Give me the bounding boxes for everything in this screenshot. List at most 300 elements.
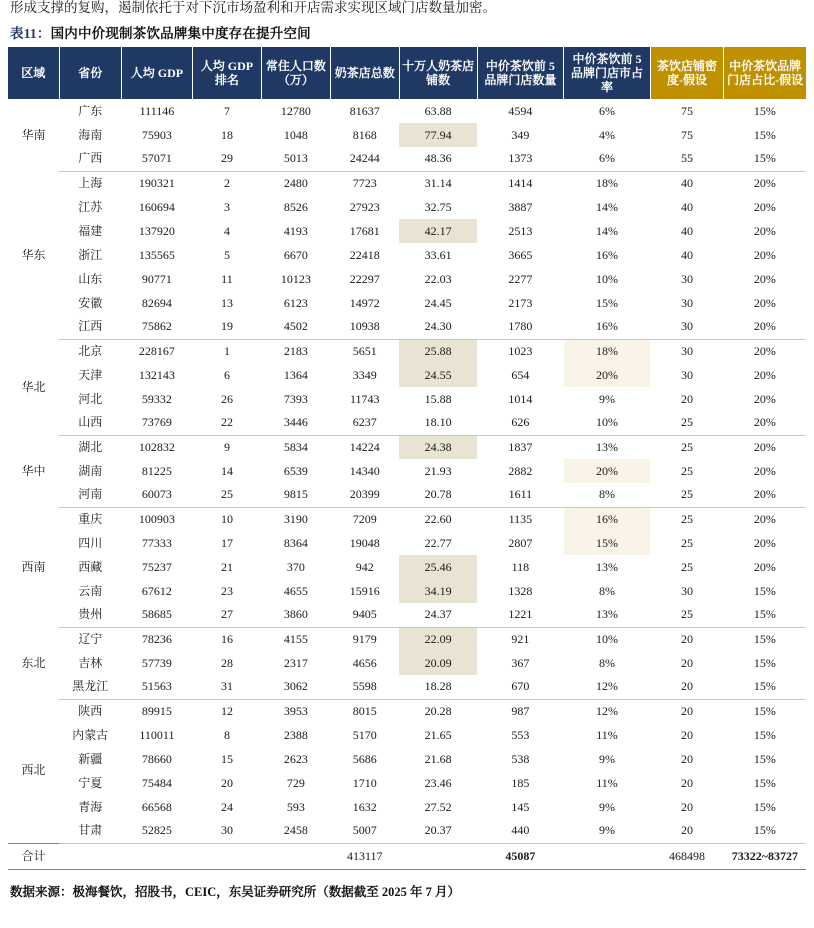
cell-top5-shops: 1328: [508, 583, 533, 598]
cell-assumed-density: 75: [681, 103, 694, 118]
table-row: [8, 195, 806, 219]
cell-population: 2317: [283, 655, 308, 670]
cell-province: 黑龙江: [59, 675, 121, 699]
cell-gdp-per-capita: 78660: [141, 751, 172, 766]
cell-gdp-per-capita: 75237: [141, 559, 172, 574]
cell-top5-share: 15%: [596, 295, 619, 310]
cell-gdp-per-capita: 75862: [121, 315, 192, 339]
cell-top5-share: 8%: [599, 655, 616, 670]
cell-province: 陕西: [78, 703, 103, 718]
cell-population: 6123: [283, 295, 308, 310]
cell-top5-shops: 670: [477, 675, 564, 699]
table-row: [8, 651, 806, 675]
cell-population: 729: [286, 775, 305, 790]
cell-assumed-density: 25: [681, 463, 694, 478]
cell-gdp-rank: 7: [223, 103, 230, 118]
cell-total-province: [59, 843, 121, 869]
table-body: [8, 99, 806, 869]
cell-population: 370: [286, 559, 305, 574]
cell-assumed-density: 30: [681, 295, 694, 310]
cell-top5-share: 10%: [564, 411, 651, 435]
cell-assumed-share: 20%: [724, 483, 806, 507]
cell-top5-shops: 3887: [508, 199, 533, 214]
cell-assumed-density: 25: [650, 483, 723, 507]
col-header-population: 常住人口数（万）: [261, 47, 330, 99]
table-total-row: [8, 843, 806, 869]
col-header-region: 区域: [8, 47, 59, 99]
cell-province: 广东: [78, 103, 103, 118]
cell-top5-shops: 987: [511, 703, 530, 718]
cell-gdp-rank: 21: [220, 559, 233, 574]
cell-assumed-density: 20: [681, 703, 694, 718]
cell-shops-per-100k: 22.03: [424, 271, 452, 286]
cell-gdp-per-capita: 73769: [121, 411, 192, 435]
cell-assumed-density: 20: [681, 751, 694, 766]
cell-assumed-share: 15%: [753, 703, 776, 718]
cell-top5-share: 9%: [599, 391, 616, 406]
cell-assumed-share: 20%: [724, 411, 806, 435]
cell-assumed-share: 20%: [753, 367, 776, 382]
cell-top5-shops: 2882: [508, 463, 533, 478]
cell-milktea-shops: 5170: [352, 727, 377, 742]
cell-shops-per-100k: 48.36: [399, 147, 477, 171]
cell-assumed-density: 20: [681, 799, 694, 814]
cell-region: 华东: [21, 247, 46, 262]
cell-province: 河北: [78, 391, 103, 406]
cell-gdp-per-capita: 102832: [138, 439, 175, 454]
cell-top5-share: 9%: [599, 799, 616, 814]
cell-region: 西北: [21, 763, 46, 778]
cell-assumed-density: 25: [681, 535, 694, 550]
cell-region: 东北: [21, 655, 46, 670]
cell-shops-per-100k: 34.19: [399, 579, 477, 603]
cell-shops-per-100k: 24.55: [399, 363, 477, 387]
col-header-top5-shops: 中价茶饮前 5 品牌门店数量: [477, 47, 564, 99]
caption-number: 表11：: [10, 26, 51, 41]
cell-top5-shops: 2277: [508, 271, 533, 286]
col-header-province: 省份: [59, 47, 121, 99]
cell-gdp-per-capita: 58685: [121, 603, 192, 627]
cell-top5-share: 9%: [564, 819, 651, 843]
cell-milktea-shops: 942: [355, 559, 374, 574]
cell-milktea-shops: 20399: [330, 483, 399, 507]
cell-shops-per-100k: 77.94: [399, 123, 477, 147]
cell-population: 8364: [283, 535, 308, 550]
table-row: [8, 675, 806, 699]
cell-province: 新疆: [78, 751, 103, 766]
cell-milktea-shops: 7723: [352, 175, 377, 190]
cell-gdp-rank: 15: [220, 751, 233, 766]
table-row: [8, 387, 806, 411]
cell-milktea-shops: 9405: [330, 603, 399, 627]
cell-top5-shops: 1221: [477, 603, 564, 627]
cell-gdp-rank: 2: [223, 175, 230, 190]
cell-assumed-density: 20: [681, 655, 694, 670]
cell-top5-share: 12%: [564, 675, 651, 699]
cell-assumed-density: 40: [681, 223, 694, 238]
cell-milktea-shops: 5686: [352, 751, 377, 766]
cell-province: 辽宁: [78, 631, 103, 646]
cell-population: 593: [286, 799, 305, 814]
table-row: [8, 363, 806, 387]
cell-total-top5-shops: 45087: [477, 843, 564, 869]
cell-population: 4193: [283, 223, 308, 238]
cell-milktea-shops: 6237: [330, 411, 399, 435]
cell-gdp-per-capita: 75903: [141, 127, 172, 142]
cell-gdp-per-capita: 77333: [141, 535, 172, 550]
cell-total-rank: [192, 843, 261, 869]
cell-population: 2388: [283, 727, 308, 742]
cell-gdp-per-capita: 67612: [141, 583, 172, 598]
cell-shops-per-100k: 20.37: [399, 819, 477, 843]
cell-assumed-share: 20%: [753, 295, 776, 310]
col-header-assumed-density: 茶饮店铺密度-假设: [650, 47, 723, 99]
table-row: [8, 411, 806, 435]
table-row: [8, 459, 806, 483]
cell-province: 河南: [59, 483, 121, 507]
cell-gdp-rank: 17: [220, 535, 233, 550]
cell-gdp-per-capita: 51563: [121, 675, 192, 699]
cell-gdp-rank: 10: [220, 511, 233, 526]
cell-milktea-shops: 27923: [349, 199, 380, 214]
table-row: [8, 291, 806, 315]
cell-population: 6539: [283, 463, 308, 478]
cell-province: 湖南: [78, 463, 103, 478]
cell-shops-per-100k: 23.46: [424, 775, 452, 790]
cell-top5-shops: 1414: [508, 175, 533, 190]
cell-milktea-shops: 1632: [352, 799, 377, 814]
cell-top5-shops: 1611: [477, 483, 564, 507]
table-row: [8, 483, 806, 507]
cell-gdp-rank: 16: [220, 631, 233, 646]
cell-assumed-share: 15%: [753, 799, 776, 814]
cell-population: 3860: [261, 603, 330, 627]
cell-milktea-shops: 22297: [349, 271, 380, 286]
table-row: [8, 771, 806, 795]
cell-top5-shops: 538: [511, 751, 530, 766]
cell-top5-shops: 145: [511, 799, 530, 814]
cell-assumed-density: 75: [681, 127, 694, 142]
cell-shops-per-100k: 33.61: [424, 247, 452, 262]
cell-assumed-density: 30: [681, 343, 694, 358]
cell-gdp-rank: 4: [223, 223, 230, 238]
cell-gdp-rank: 22: [192, 411, 261, 435]
cell-top5-share: 4%: [599, 127, 616, 142]
cell-gdp-per-capita: 228167: [138, 343, 175, 358]
cell-shops-per-100k: 22.77: [424, 535, 452, 550]
cell-gdp-per-capita: 135565: [138, 247, 175, 262]
cell-milktea-shops: 22418: [349, 247, 380, 262]
cell-assumed-density: 20: [681, 727, 694, 742]
cell-assumed-share: 15%: [753, 631, 776, 646]
table-caption: [10, 22, 806, 42]
cell-top5-shops: 921: [511, 631, 530, 646]
cell-assumed-share: 20%: [753, 271, 776, 286]
cell-top5-share: 6%: [564, 147, 651, 171]
cell-top5-shops: 1780: [477, 315, 564, 339]
cell-gdp-per-capita: 52825: [121, 819, 192, 843]
cell-gdp-per-capita: 66568: [141, 799, 172, 814]
data-table: [8, 47, 806, 870]
cell-province: 福建: [78, 223, 103, 238]
cell-top5-shops: 3665: [508, 247, 533, 262]
cell-gdp-rank: 28: [220, 655, 233, 670]
cell-population: 8526: [283, 199, 308, 214]
cell-gdp-rank: 27: [192, 603, 261, 627]
table-row: [8, 627, 806, 651]
cell-province: 青海: [78, 799, 103, 814]
cell-population: 2623: [283, 751, 308, 766]
cell-shops-per-100k: 32.75: [424, 199, 452, 214]
cell-milktea-shops: 7209: [352, 511, 377, 526]
cell-province: 北京: [78, 343, 103, 358]
cell-population: 3446: [261, 411, 330, 435]
cell-milktea-shops: 5007: [330, 819, 399, 843]
cell-total-assumed-share: 73322~83727: [724, 843, 806, 869]
cell-assumed-density: 30: [681, 271, 694, 286]
cell-assumed-share: 15%: [753, 751, 776, 766]
cell-milktea-shops: 8015: [352, 703, 377, 718]
cell-milktea-shops: 9179: [352, 631, 377, 646]
cell-region: 华中: [21, 463, 46, 478]
cell-gdp-per-capita: 82694: [141, 295, 172, 310]
cell-assumed-density: 20: [681, 631, 694, 646]
cell-province: 四川: [78, 535, 103, 550]
cell-top5-share: 15%: [564, 531, 651, 555]
cell-population: 2480: [283, 175, 308, 190]
cell-assumed-density: 20: [681, 775, 694, 790]
cell-assumed-density: 25: [681, 439, 694, 454]
cell-region: 华北: [21, 379, 46, 394]
cell-province: 贵州: [59, 603, 121, 627]
cell-province: 海南: [78, 127, 103, 142]
cell-shops-per-100k: 42.17: [399, 219, 477, 243]
cell-milktea-shops: 3349: [352, 367, 377, 382]
cell-total-share: [564, 843, 651, 869]
table-row: [8, 579, 806, 603]
cell-top5-share: 13%: [564, 603, 651, 627]
cell-milktea-shops: 15916: [349, 583, 380, 598]
cell-gdp-rank: 20: [220, 775, 233, 790]
cell-province: 甘肃: [59, 819, 121, 843]
cell-total-assumed-density: 468498: [650, 843, 723, 869]
cell-top5-share: 10%: [596, 271, 619, 286]
cell-assumed-share: 20%: [753, 511, 776, 526]
cell-milktea-shops: 8168: [352, 127, 377, 142]
cell-assumed-share: 15%: [753, 103, 776, 118]
cell-population: 7393: [283, 391, 308, 406]
cell-top5-shops: 118: [511, 559, 530, 574]
cell-milktea-shops: 1710: [352, 775, 377, 790]
cell-gdp-rank: 9: [223, 439, 230, 454]
cell-top5-shops: 2807: [508, 535, 533, 550]
cell-milktea-shops: 14224: [349, 439, 380, 454]
table-row: [8, 819, 806, 843]
cell-population: 3953: [283, 703, 308, 718]
cell-shops-per-100k: 24.38: [399, 435, 477, 459]
cell-shops-per-100k: 15.88: [424, 391, 452, 406]
cell-assumed-density: 25: [681, 559, 694, 574]
cell-gdp-rank: 23: [220, 583, 233, 598]
cell-milktea-shops: 24244: [330, 147, 399, 171]
cell-milktea-shops: 5598: [330, 675, 399, 699]
cell-assumed-density: 20: [650, 819, 723, 843]
cell-shops-per-100k: 18.28: [399, 675, 477, 699]
page-top-text: 形成支撑的复购，遏制依托于对下沉市场盈利和开店需求实现区域门店数量加密。: [10, 0, 496, 15]
table-header-row: [8, 47, 806, 99]
cell-province: 宁夏: [78, 775, 103, 790]
cell-milktea-shops: 4656: [352, 655, 377, 670]
cell-assumed-density: 40: [681, 199, 694, 214]
cell-top5-shops: 1837: [508, 439, 533, 454]
cell-gdp-rank: 18: [220, 127, 233, 142]
cell-shops-per-100k: 25.46: [399, 555, 477, 579]
table-row: [8, 219, 806, 243]
cell-region: 华南: [21, 127, 46, 142]
cell-gdp-rank: 5: [223, 247, 230, 262]
cell-gdp-per-capita: 190321: [138, 175, 175, 190]
table-row: [8, 123, 806, 147]
table-row: [8, 171, 806, 195]
cell-population: 4655: [283, 583, 308, 598]
cell-assumed-density: 55: [650, 147, 723, 171]
cell-assumed-density: 25: [650, 411, 723, 435]
table-row: [8, 435, 806, 459]
cell-top5-share: 18%: [596, 175, 619, 190]
cell-population: 6670: [283, 247, 308, 262]
cell-top5-shops: 440: [477, 819, 564, 843]
cell-assumed-share: 20%: [753, 559, 776, 574]
cell-total-label: 合计: [8, 843, 59, 869]
cell-top5-share: 12%: [596, 703, 619, 718]
cell-top5-shops: 367: [511, 655, 530, 670]
cell-gdp-per-capita: 137920: [138, 223, 175, 238]
cell-top5-share: 8%: [599, 583, 616, 598]
cell-top5-shops: 553: [511, 727, 530, 742]
cell-population: 1048: [283, 127, 308, 142]
col-header-shops-per-100k: 十万人奶茶店铺数: [399, 47, 477, 99]
cell-gdp-per-capita: 100903: [138, 511, 175, 526]
cell-assumed-share: 20%: [724, 315, 806, 339]
cell-assumed-density: 20: [681, 391, 694, 406]
col-header-gdp-per-capita: 人均 GDP: [121, 47, 192, 99]
cell-province: 山东: [78, 271, 103, 286]
cell-total-density: [399, 843, 477, 869]
cell-assumed-share: 20%: [753, 247, 776, 262]
cell-population: 2458: [261, 819, 330, 843]
table-row: [8, 795, 806, 819]
cell-assumed-density: 40: [681, 175, 694, 190]
cell-shops-per-100k: 24.30: [399, 315, 477, 339]
cell-milktea-shops: 14972: [349, 295, 380, 310]
table-row: [8, 603, 806, 627]
cell-assumed-share: 20%: [753, 439, 776, 454]
cell-assumed-density: 30: [650, 315, 723, 339]
cell-gdp-per-capita: 89915: [141, 703, 172, 718]
cell-milktea-shops: 81637: [349, 103, 380, 118]
table-row: [8, 747, 806, 771]
cell-shops-per-100k: 22.60: [424, 511, 452, 526]
cell-assumed-share: 15%: [753, 655, 776, 670]
cell-assumed-density: 25: [681, 511, 694, 526]
cell-assumed-share: 20%: [753, 343, 776, 358]
cell-top5-shops: 185: [511, 775, 530, 790]
table-row: [8, 723, 806, 747]
table-row: [8, 243, 806, 267]
cell-population: 10123: [280, 271, 311, 286]
cell-population: 1364: [283, 367, 308, 382]
cell-shops-per-100k: 63.88: [424, 103, 452, 118]
cell-province: 内蒙古: [72, 727, 109, 742]
cell-top5-shops: 654: [511, 367, 530, 382]
cell-top5-share: 13%: [596, 559, 619, 574]
cell-milktea-shops: 19048: [349, 535, 380, 550]
cell-gdp-rank: 13: [220, 295, 233, 310]
cell-top5-share: 14%: [596, 199, 619, 214]
cell-milktea-shops: 14340: [349, 463, 380, 478]
table-row: [8, 315, 806, 339]
cell-assumed-share: 20%: [753, 391, 776, 406]
cell-milktea-shops: 10938: [330, 315, 399, 339]
cell-assumed-share: 15%: [753, 127, 776, 142]
cell-total-population: [261, 843, 330, 869]
cell-gdp-rank: 14: [220, 463, 233, 478]
cell-assumed-density: 30: [681, 583, 694, 598]
cell-gdp-rank: 19: [192, 315, 261, 339]
cell-population: 3062: [261, 675, 330, 699]
cell-gdp-rank: 1: [223, 343, 230, 358]
cell-province: 广西: [59, 147, 121, 171]
source-note: 数据来源：极海餐饮，招股书，CEIC，东吴证券研究所（数据截至 2025 年 7 月）: [10, 884, 461, 899]
col-header-top5-share: 中价茶饮前 5 品牌门店市占率: [564, 47, 651, 99]
cell-gdp-rank: 25: [192, 483, 261, 507]
cell-gdp-per-capita: 81225: [141, 463, 172, 478]
cell-gdp-per-capita: 78236: [141, 631, 172, 646]
cell-assumed-share: 15%: [753, 775, 776, 790]
table-row: [8, 507, 806, 531]
table-row: [8, 267, 806, 291]
cell-top5-shops: 2513: [508, 223, 533, 238]
cell-top5-shops: 1014: [508, 391, 533, 406]
cell-shops-per-100k: 31.14: [424, 175, 452, 190]
cell-province: 山西: [59, 411, 121, 435]
cell-top5-share: 11%: [596, 727, 618, 742]
cell-top5-shops: 626: [477, 411, 564, 435]
cell-gdp-per-capita: 110011: [139, 727, 175, 742]
cell-assumed-density: 20: [650, 675, 723, 699]
cell-gdp-rank: 24: [220, 799, 233, 814]
table-row: [8, 699, 806, 723]
cell-population: 3190: [283, 511, 308, 526]
cell-assumed-share: 20%: [753, 175, 776, 190]
cell-assumed-share: 20%: [753, 535, 776, 550]
cell-top5-share: 10%: [596, 631, 619, 646]
cell-gdp-per-capita: 132143: [138, 367, 175, 382]
cell-top5-share: 18%: [564, 339, 651, 363]
cell-total-milktea-shops: 413117: [330, 843, 399, 869]
cell-top5-shops: 1373: [477, 147, 564, 171]
cell-shops-per-100k: 21.65: [424, 727, 452, 742]
cell-shops-per-100k: 24.37: [399, 603, 477, 627]
cell-population: 4155: [283, 631, 308, 646]
cell-gdp-per-capita: 57739: [141, 655, 172, 670]
col-header-assumed-share: 中价茶饮品牌门店占比-假设: [724, 47, 806, 99]
col-header-gdp-rank: 人均 GDP 排名: [192, 47, 261, 99]
cell-province: 浙江: [78, 247, 103, 262]
cell-gdp-rank: 8: [223, 727, 230, 742]
cell-gdp-per-capita: 160694: [138, 199, 175, 214]
cell-population: 5834: [283, 439, 308, 454]
